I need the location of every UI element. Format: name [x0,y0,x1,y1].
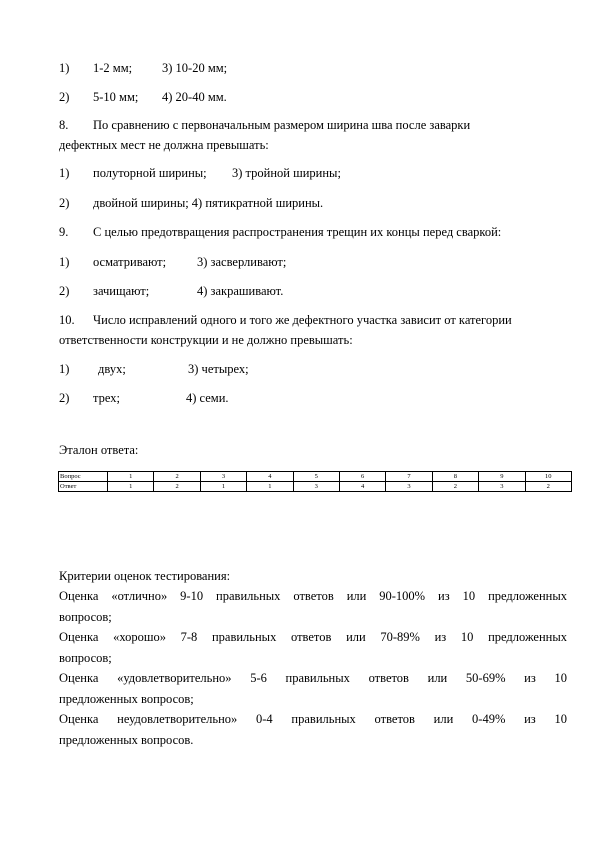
question-number-cell: 6 [339,472,385,482]
q9-option1-text: осматривают; [93,255,167,269]
question-number-cell: 5 [293,472,339,482]
q8-option1-text: полуторной ширины; [93,166,207,180]
answer-cell: 3 [386,482,432,492]
criteria-satisfactory-line2: предложенных вопросов; [59,692,194,706]
answer-cell: 2 [432,482,478,492]
criteria-title: Критерии оценок тестирования: [59,569,231,583]
question-number-cell: 10 [525,472,571,482]
question-number-cell: 8 [432,472,478,482]
answer-key-table [58,471,572,492]
q10-option3-text: 3) четырех; [188,362,249,376]
question-number-cell: 7 [386,472,432,482]
q9-number: 9. [59,225,69,239]
q10-option2-text: трех; [93,391,120,405]
criteria-good-line1: Оценка «хорошо» 7-8 правильных ответов или 70-89% из 10 предложенных [59,630,567,644]
q7-option1-number: 1) [59,61,70,75]
q8-option2-number: 2) [59,196,70,210]
criteria-unsatisfactory-line2: предложенных вопросов. [59,733,194,747]
q10-option1-text: двух; [98,362,126,376]
question-number-cell: 1 [108,472,154,482]
answer-key-title: Эталон ответа: [59,443,139,457]
q10-question-line1: Число исправлений одного и того же дефектного участка зависит от категории [93,313,512,327]
answer-key-row-answers [59,482,572,492]
answer-cell: 1 [247,482,293,492]
q9-option2-number: 2) [59,284,70,298]
criteria-excellent-line2: вопросов; [59,610,112,624]
q8-question-line2: дефектных мест не должна превышать: [59,138,269,152]
q7-option1-text: 1-2 мм; [93,61,133,75]
criteria-good-line2: вопросов; [59,651,112,665]
question-number-cell: 2 [154,472,200,482]
q8-number: 8. [59,118,69,132]
row-label-questions: Вопрос [59,472,108,482]
criteria-satisfactory-line1: Оценка «удовлетворительно» 5-6 правильных ответов или 50-69% из 10 [59,671,567,685]
answer-cell: 1 [108,482,154,492]
q7-option2-number: 2) [59,90,70,104]
question-number-cell: 9 [479,472,525,482]
q8-option1-number: 1) [59,166,70,180]
q9-option3-text: 3) засверливают; [197,255,287,269]
q9-option1-number: 1) [59,255,70,269]
q9-question-line1: С целью предотвращения распространения трещин их концы перед сваркой: [93,225,502,239]
q10-option4-text: 4) семи. [186,391,229,405]
q8-option2-text: двойной ширины; 4) пятикратной ширины. [93,196,324,210]
answer-key-row-questions [59,472,572,482]
q9-option4-text: 4) закрашивают. [197,284,284,298]
answer-cell: 1 [200,482,246,492]
answer-cell: 2 [154,482,200,492]
q7-option3-text: 3) 10-20 мм; [162,61,228,75]
answer-cell: 4 [339,482,385,492]
criteria-unsatisfactory-line1: Оценка неудовлетворительно» 0-4 правильных ответов или 0-49% из 10 [59,712,567,726]
q10-option1-number: 1) [59,362,70,376]
q9-option2-text: зачищают; [93,284,150,298]
q10-question-line2: ответственности конструкции и не должно превышать: [59,333,353,347]
answer-cell: 3 [479,482,525,492]
q10-option2-number: 2) [59,391,70,405]
row-label-answers: Ответ [59,482,108,492]
q8-option3-text: 3) тройной ширины; [232,166,341,180]
question-number-cell: 3 [200,472,246,482]
q10-number: 10. [59,313,75,327]
answer-cell: 2 [525,482,571,492]
answer-cell: 3 [293,482,339,492]
question-number-cell: 4 [247,472,293,482]
q8-question-line1: По сравнению с первоначальным размером ширина шва после заварки [93,118,471,132]
q7-option2-text: 5-10 мм; [93,90,139,104]
criteria-excellent-line1: Оценка «отлично» 9-10 правильных ответов или 90-100% из 10 предложенных [59,589,567,603]
q7-option4-text: 4) 20-40 мм. [162,90,227,104]
